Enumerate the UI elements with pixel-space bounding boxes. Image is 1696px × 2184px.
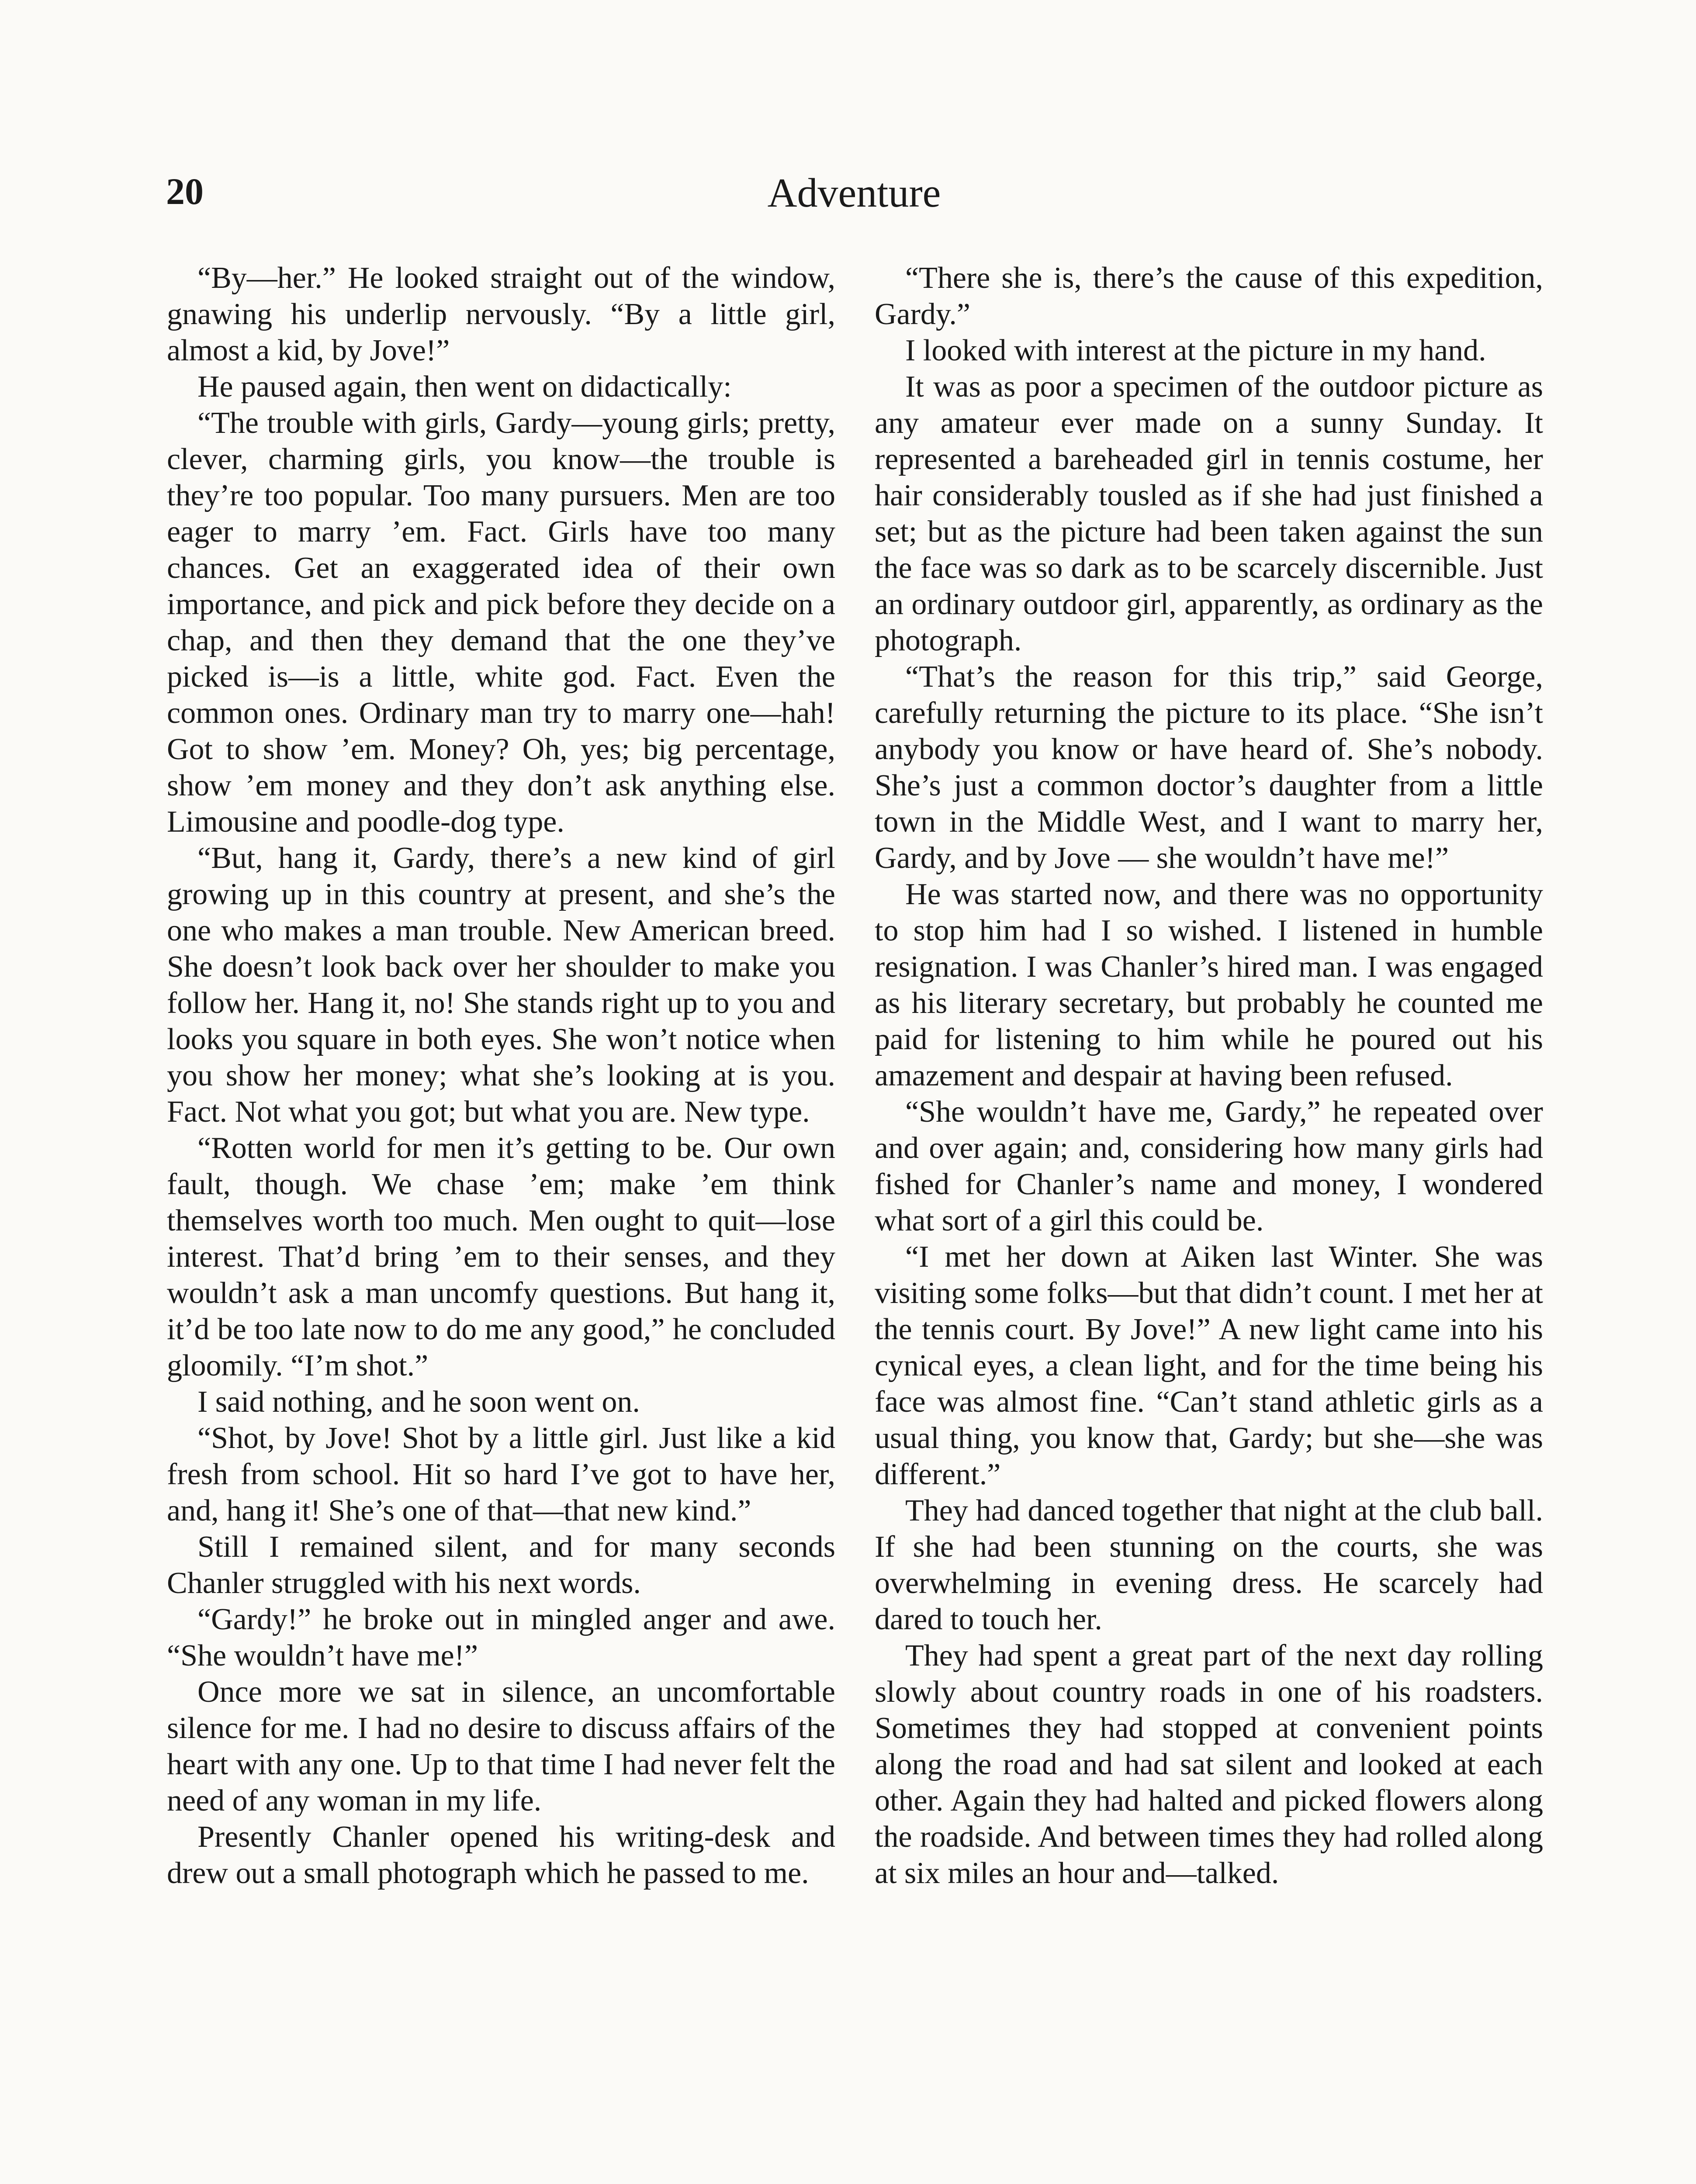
paragraph: “Rotten world for men it’s getting to be. Our own fault, though. We chase ’em; make ’em think themselves worth too much. Men ought to quit—lose interest. That’d bring ’em to their senses, and they wouldn’t ask a man uncomfy questions. But hang it, it’d be too late now to do me any good,” he concluded gloomily. “I’m shot.” — [167, 1131, 835, 1382]
paragraph: “Gardy!” he broke out in mingled anger and awe. “She wouldn’t have me!” — [167, 1603, 835, 1673]
paragraph: I said nothing, and he soon went on. — [197, 1385, 640, 1419]
paragraph: “Shot, by Jove! Shot by a little girl. Just like a kid fresh from school. Hit so hard I’ve got to have her, and, hang it! She’s one of that—that new kind.” — [167, 1421, 835, 1527]
paragraph: He was started now, and there was no opportunity to stop him had I so wished. I listened in humble resignation. I was Chanler’s hired man. I was engaged as his literary secretary, but probably he counted me paid for listening to him while he poured out his amazement and despair at having been refused. — [875, 878, 1543, 1092]
page-header — [166, 164, 1542, 229]
paragraph: “The trouble with girls, Gardy—young girls; pretty, clever, charming girls, you know—the trouble is they’re too popular. Too many pursuers. Men are too eager to marry ’em. Fact. Girls have too many chances. Get an exaggerated idea of their own importance, and pick and pick before they decide on a chap, and then they demand that the one they’ve picked is—is a little, white god. Fact. Even the common ones. Ordinary man try to marry one—hah! Got to show ’em. Money? Oh, yes; big percentage, show ’em money and they don’t ask anything else. Limousine and poodle-dog type. — [167, 406, 835, 839]
paragraph: “But, hang it, Gardy, there’s a new kind of girl growing up in this country at present, and she’s the one who makes a man trouble. New American breed. She doesn’t look back over her shoulder to make you follow her. Hang it, no! She stands right up to you and looks you square in both eyes. She won’t notice when you show her money; what she’s looking at is you. Fact. Not what you got; but what you are. New type. — [167, 841, 835, 1129]
page-number: 20 — [166, 170, 204, 212]
paragraph: They had danced together that night at the club ball. If she had been stunning on the courts, she was overwhelming in evening dress. He scarcely had dared to touch her. — [875, 1494, 1543, 1636]
paragraph: “By—her.” He looked straight out of the window, gnawing his underlip nervously. “By a little girl, almost a kid, by Jove!” — [167, 261, 835, 367]
paragraph: Still I remained silent, and for many seconds Chanler struggled with his next words. — [167, 1530, 835, 1600]
paragraph: “She wouldn’t have me, Gardy,” he repeated over and over again; and, considering how many girls had fished for Chanler’s name and money, I wondered what sort of a girl this could be. — [875, 1095, 1543, 1237]
paragraph: They had spent a great part of the next day rolling slowly about country roads in one of his roadsters. Sometimes they had stopped at convenient points along the road and had sat silent and looked at each other. Again they had halted and picked flowers along the roadside. And between times they had rolled along at six miles an hour and—talked. — [875, 1639, 1543, 1890]
paragraph: “That’s the reason for this trip,” said George, carefully returning the picture to its place. “She isn’t anybody you know or have heard of. She’s nobody. She’s just a common doctor’s daughter from a little town in the Middle West, and I want to marry her, Gardy, and by Jove — she wouldn’t have me!” — [875, 660, 1543, 875]
paragraph: “I met her down at Aiken last Winter. She was visiting some folks—but that didn’t count. I met her at the tennis court. By Jove!” A new light came into his cynical eyes, a clean light, and for the time being his face was almost fine. “Can’t stand athletic girls as a usual thing, you know that, Gardy; but she—she was different.” — [875, 1240, 1543, 1491]
paragraph: “There she is, there’s the cause of this expedition, Gardy.” — [875, 261, 1543, 331]
paragraph: He paused again, then went on didactically: — [197, 370, 732, 404]
paragraph: It was as poor a specimen of the outdoor picture as any amateur ever made on a sunny Sunday. It represented a bareheaded girl in tennis costume, her hair considerably tousled as if she had just finished a set; but as the picture had been taken against the sun the face was so dark as to be scarcely discernible. Just an ordinary outdoor girl, apparently, as ordinary as the photograph. — [875, 370, 1543, 657]
paragraph: Presently Chanler opened his writing-desk and drew out a small photograph which he passed to me. — [167, 1820, 835, 1890]
running-title: Adventure — [767, 170, 941, 216]
right-text-column — [875, 260, 1543, 1891]
left-text-column — [167, 260, 835, 1891]
paragraph: Once more we sat in silence, an uncomfortable silence for me. I had no desire to discuss affairs of the heart with any one. Up to that time I had never felt the need of any woman in my life. — [167, 1675, 835, 1818]
paragraph: I looked with interest at the picture in my hand. — [905, 334, 1486, 367]
